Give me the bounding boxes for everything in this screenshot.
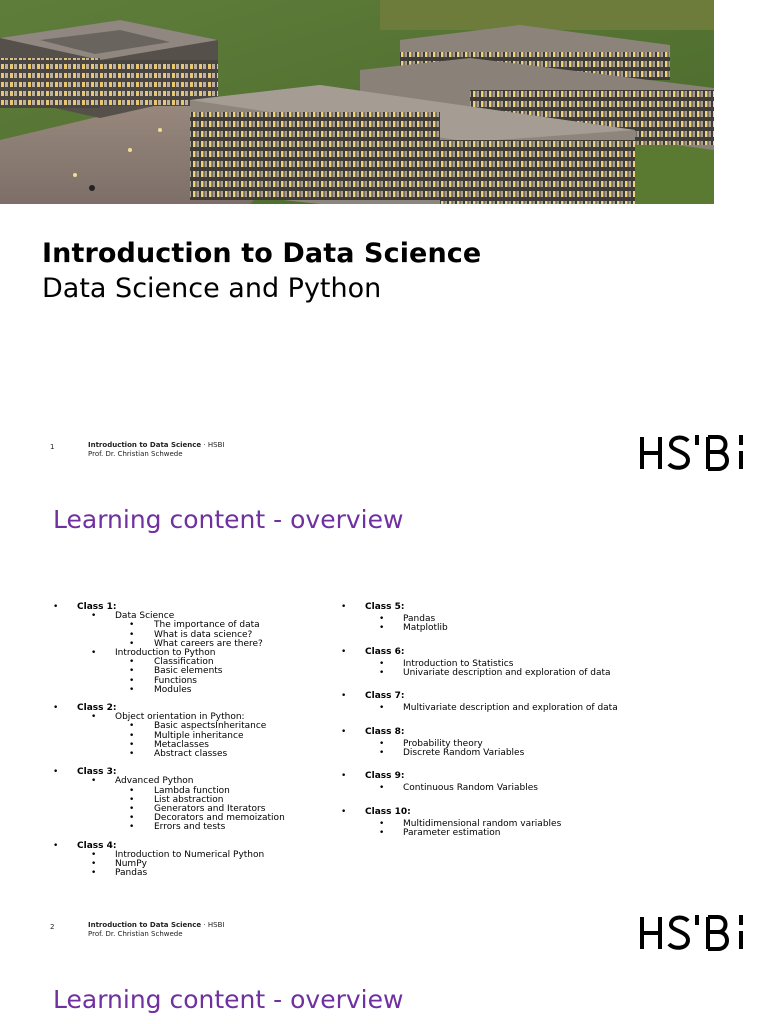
bullet-glyph: • bbox=[129, 666, 135, 677]
subtopic-item bbox=[77, 823, 323, 832]
subtopic-label: Multiple inheritance bbox=[154, 730, 244, 741]
bullet-glyph: • bbox=[379, 703, 385, 714]
topic-item bbox=[77, 860, 323, 869]
footer-course: Introduction to Data Science bbox=[88, 441, 202, 449]
page-number: 1 bbox=[50, 443, 55, 451]
subtopic-label: What careers are there? bbox=[154, 638, 263, 649]
topic-label: Multidimensional random variables bbox=[403, 818, 562, 829]
subtopic-label: Classification bbox=[154, 657, 214, 668]
topic-item bbox=[77, 869, 323, 878]
bullet-glyph: • bbox=[341, 646, 347, 657]
subtopic-label: Abstract classes bbox=[154, 749, 228, 760]
subtopic-label: Generators and Iterators bbox=[154, 804, 266, 815]
topic-label: Parameter estimation bbox=[403, 828, 501, 839]
topic-label: Multivariate description and exploration of data bbox=[403, 703, 618, 714]
bullet-glyph: • bbox=[379, 783, 385, 794]
bullet-glyph: • bbox=[53, 767, 59, 778]
topic-item bbox=[365, 749, 641, 758]
topic-label: Continuous Random Variables bbox=[403, 783, 538, 794]
footer-author: Prof. Dr. Christian Schwede bbox=[88, 930, 183, 938]
topic-label: Univariate description and exploration of data bbox=[403, 668, 611, 679]
bullet-glyph: • bbox=[379, 738, 385, 749]
topic-label: Pandas bbox=[115, 868, 148, 879]
bullet-glyph: • bbox=[53, 703, 59, 714]
bullet-glyph: • bbox=[129, 813, 135, 824]
topic-label: Matplotlib bbox=[403, 623, 448, 634]
bullet-glyph: • bbox=[129, 620, 135, 631]
subtopic-label: Decorators and memoization bbox=[154, 813, 285, 824]
topic-label: Object orientation in Python: bbox=[115, 712, 245, 723]
bullet-glyph: • bbox=[129, 721, 135, 732]
bullet-glyph: • bbox=[341, 806, 347, 817]
bullet-glyph: • bbox=[129, 730, 135, 741]
topic-label: Discrete Random Variables bbox=[403, 748, 525, 759]
bullet-glyph: • bbox=[129, 739, 135, 750]
bullet-glyph: • bbox=[379, 614, 385, 625]
bullet-glyph: • bbox=[91, 611, 97, 622]
subtopic-label: List abstraction bbox=[154, 794, 224, 805]
bullet-glyph: • bbox=[91, 648, 97, 659]
class-title: Class 2: bbox=[77, 703, 117, 714]
topic-item bbox=[365, 669, 641, 678]
topic-item bbox=[365, 829, 641, 838]
class-block bbox=[53, 842, 323, 879]
bullet-glyph: • bbox=[379, 818, 385, 829]
campus-aerial-photo bbox=[0, 0, 714, 204]
class-title: Class 8: bbox=[365, 726, 405, 737]
bullet-glyph: • bbox=[91, 868, 97, 879]
class-block bbox=[341, 648, 641, 679]
bullet-glyph: • bbox=[129, 794, 135, 805]
page-number: 2 bbox=[50, 923, 55, 931]
footer-separator: · bbox=[201, 921, 208, 929]
bullet-glyph: • bbox=[129, 804, 135, 815]
footer-separator: · bbox=[201, 441, 208, 449]
slide-heading: Learning content - overview bbox=[53, 985, 404, 1014]
hsbi-logo bbox=[638, 913, 762, 953]
bullet-glyph: • bbox=[129, 684, 135, 695]
class-list-right bbox=[341, 603, 641, 852]
topic-item bbox=[77, 851, 323, 860]
footer-course: Introduction to Data Science bbox=[88, 921, 202, 929]
bullet-glyph: • bbox=[91, 776, 97, 787]
class-title: Class 4: bbox=[77, 840, 117, 851]
class-block bbox=[53, 768, 323, 832]
subtopic-item bbox=[77, 750, 323, 759]
topic-item bbox=[365, 784, 641, 793]
topic-label: Introduction to Statistics bbox=[403, 658, 514, 669]
bullet-glyph: • bbox=[379, 748, 385, 759]
class-title: Class 10: bbox=[365, 806, 411, 817]
bullet-glyph: • bbox=[341, 602, 347, 612]
bullet-glyph: • bbox=[91, 849, 97, 860]
subtopic-item bbox=[77, 667, 323, 676]
class-title: Class 5: bbox=[365, 602, 405, 612]
slide-footer bbox=[88, 441, 224, 459]
bullet-glyph: • bbox=[341, 771, 347, 782]
topic-label: NumPy bbox=[115, 859, 147, 870]
topic-label: Introduction to Python bbox=[115, 648, 216, 659]
subtopic-label: Basic elements bbox=[154, 666, 223, 677]
bullet-glyph: • bbox=[91, 859, 97, 870]
class-block bbox=[53, 603, 323, 695]
subtopic-label: What is data science? bbox=[154, 629, 253, 640]
subtopic-label: Modules bbox=[154, 684, 192, 695]
bullet-glyph: • bbox=[129, 638, 135, 649]
bullet-glyph: • bbox=[91, 712, 97, 723]
subtopic-label: Errors and tests bbox=[154, 822, 226, 833]
class-title: Class 6: bbox=[365, 646, 405, 657]
bullet-glyph: • bbox=[53, 840, 59, 851]
bullet-glyph: • bbox=[379, 668, 385, 679]
bullet-glyph: • bbox=[129, 629, 135, 640]
presentation-title: Introduction to Data Science bbox=[42, 238, 482, 269]
topic-item bbox=[365, 624, 641, 633]
bullet-glyph: • bbox=[129, 675, 135, 686]
footer-author: Prof. Dr. Christian Schwede bbox=[88, 450, 183, 458]
subtopic-label: Basic aspectsInheritance bbox=[154, 721, 267, 732]
slide-heading: Learning content - overview bbox=[53, 505, 404, 534]
bullet-glyph: • bbox=[379, 828, 385, 839]
topic-label: Pandas bbox=[403, 614, 436, 625]
class-title: Class 1: bbox=[77, 602, 117, 612]
subtopic-label: The importance of data bbox=[154, 620, 260, 631]
topic-label: Introduction to Numerical Python bbox=[115, 849, 265, 860]
topic-label: Advanced Python bbox=[115, 776, 194, 787]
presentation-subtitle: Data Science and Python bbox=[42, 273, 382, 304]
subtopic-item bbox=[77, 677, 323, 686]
bullet-glyph: • bbox=[129, 785, 135, 796]
class-block bbox=[341, 603, 641, 634]
class-block bbox=[341, 772, 641, 793]
class-title: Class 9: bbox=[365, 771, 405, 782]
bullet-glyph: • bbox=[129, 749, 135, 760]
bullet-glyph: • bbox=[379, 658, 385, 669]
class-block bbox=[341, 692, 641, 713]
topic-item bbox=[365, 704, 641, 713]
bullet-glyph: • bbox=[341, 726, 347, 737]
bullet-glyph: • bbox=[129, 822, 135, 833]
class-title: Class 7: bbox=[365, 691, 405, 702]
bullet-glyph: • bbox=[129, 657, 135, 668]
footer-institution: HSBI bbox=[207, 921, 225, 929]
footer-institution: HSBI bbox=[207, 441, 225, 449]
subtopic-item bbox=[77, 686, 323, 695]
class-block bbox=[341, 728, 641, 759]
class-block bbox=[53, 704, 323, 759]
subtopic-label: Metaclasses bbox=[154, 739, 209, 750]
bullet-glyph: • bbox=[53, 602, 59, 612]
subtopic-label: Lambda function bbox=[154, 785, 230, 796]
topic-label: Probability theory bbox=[403, 738, 483, 749]
bullet-glyph: • bbox=[341, 691, 347, 702]
bullet-glyph: • bbox=[379, 623, 385, 634]
class-list-left bbox=[53, 603, 323, 887]
topic-label: Data Science bbox=[115, 611, 175, 622]
subtopic-label: Functions bbox=[154, 675, 197, 686]
class-block bbox=[341, 808, 641, 839]
hsbi-logo bbox=[638, 433, 762, 473]
slide-footer bbox=[88, 921, 224, 939]
class-title: Class 3: bbox=[77, 767, 117, 778]
